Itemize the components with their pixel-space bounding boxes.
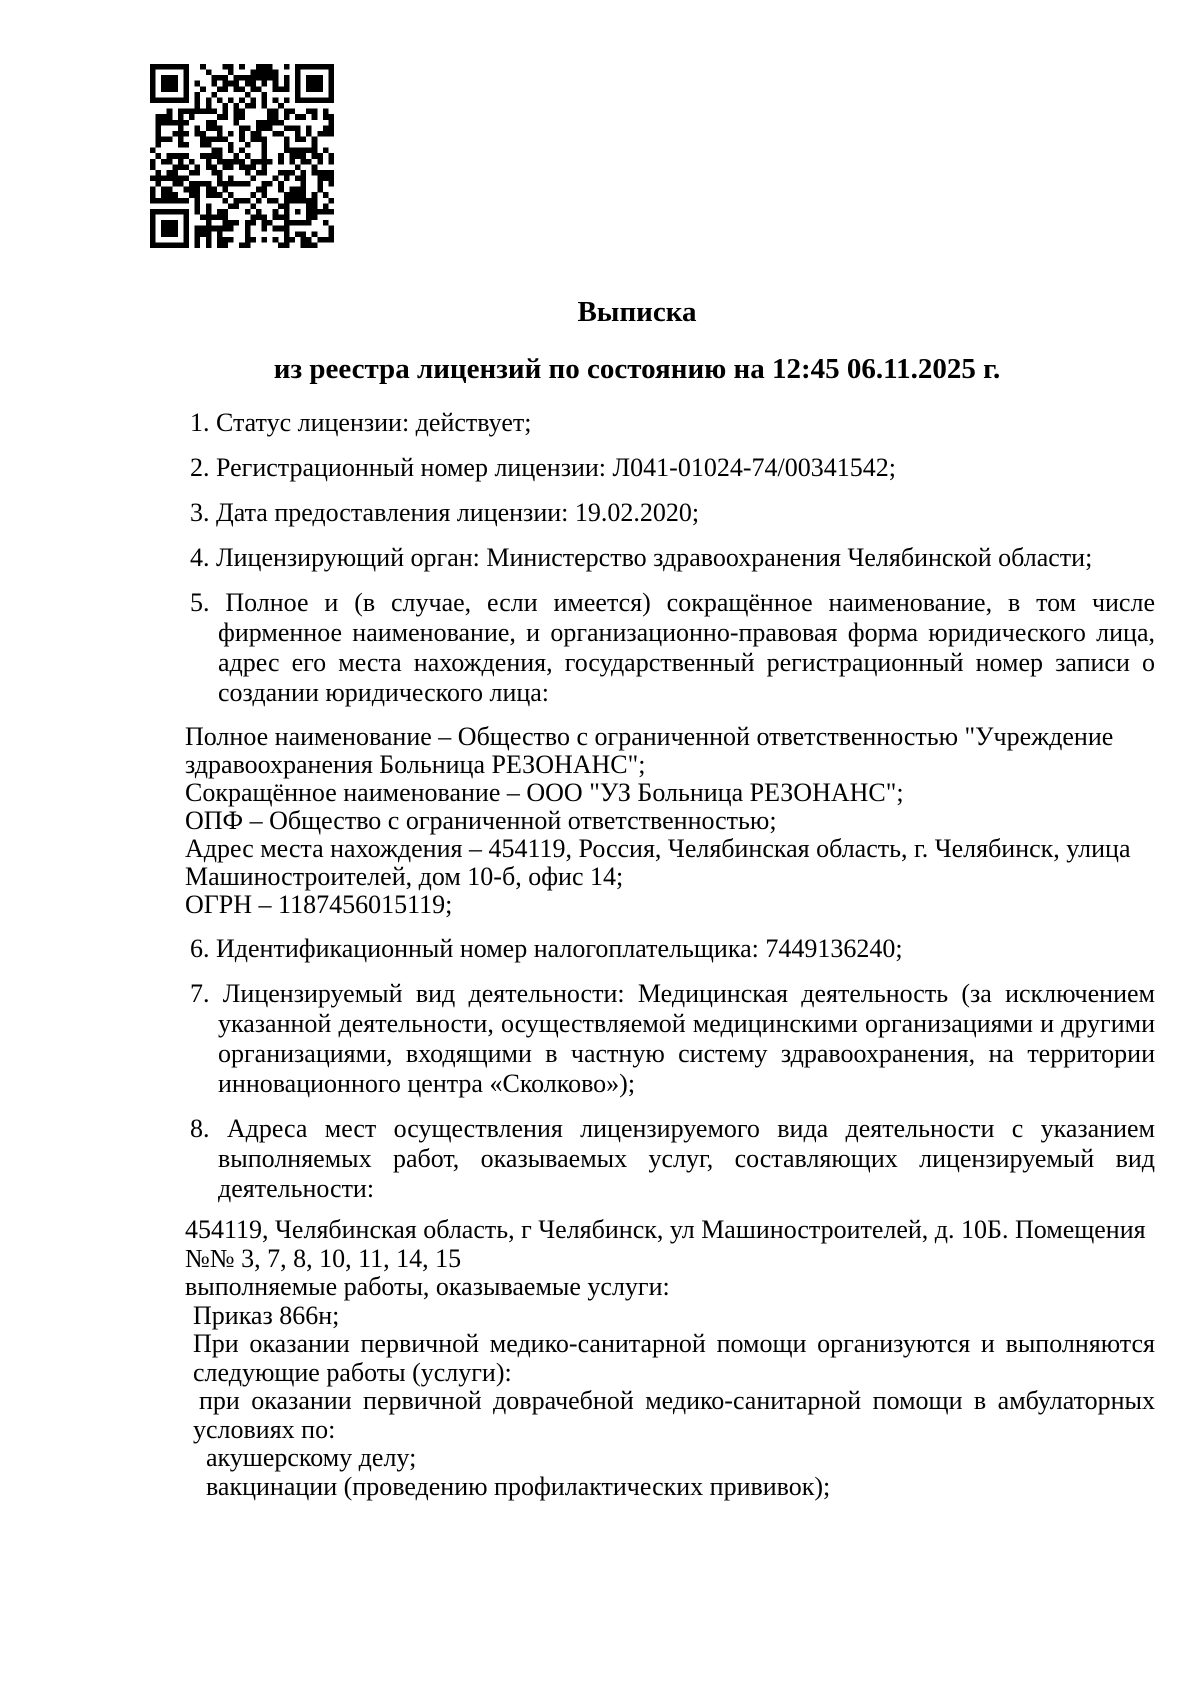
org-detail-line: Адрес места нахождения – 454119, Россия, Челябинская область, г. Челябинск, улица Машиностроителей, дом 10-б, офис 14;: [185, 834, 1131, 891]
document-body: [185, 408, 1155, 1501]
license-item-1: 1. Статус лицензии: действует;: [190, 408, 532, 437]
license-item-4: 4. Лицензирующий орган: Министерство здравоохранения Челябинской области;: [190, 543, 1093, 572]
activity-line: №№ 3, 7, 8, 10, 11, 14, 15: [185, 1243, 462, 1273]
document-title: Выписка: [577, 296, 697, 328]
qr-code: [150, 64, 334, 248]
org-detail-line: ОПФ – Общество с ограниченной ответственностью;: [185, 806, 777, 835]
item-number: 3.: [190, 498, 210, 527]
item-number: 8.: [190, 1114, 210, 1143]
license-item-5: 5. Полное и (в случае, если имеется) сокращённое наименование, в том числе фирменное наименование, и организационно-правовая форма юридического лица, адрес его места нахождения, государственный регистрационный номер записи о создании юридического лица:: [190, 588, 1155, 707]
org-detail-line: Полное наименование – Общество с ограниченной ответственностью "Учреждение здравоохранения Больница РЕЗОНАНС";: [185, 722, 1114, 779]
item-number: 1.: [190, 408, 210, 437]
org-detail-line: ОГРН – 1187456015119;: [185, 890, 453, 919]
license-item-7: 7. Лицензируемый вид деятельности: Медицинская деятельность (за исключением указанной деятельности, осуществляемой медицинскими организациями и другими организациями, входящими в частную систему здравоохранения, на территории инновационного центра «Сколково»);: [190, 979, 1155, 1098]
document-subtitle: из реестра лицензий по состоянию на 12:45 06.11.2025 г.: [273, 353, 1001, 385]
item-number: 2.: [190, 453, 210, 482]
item-number: 6.: [190, 934, 210, 963]
org-details: [185, 723, 1155, 919]
license-item-6: 6. Идентификационный номер налогоплательщика: 7449136240;: [190, 934, 903, 963]
activity-line: акушерскому делу;: [206, 1443, 417, 1472]
item-number: 7.: [190, 979, 210, 1008]
org-detail-line: Сокращённое наименование – ООО "УЗ Больница РЕЗОНАНС";: [185, 778, 904, 807]
activity-address-block: [185, 1216, 1155, 1501]
license-item-8: 8. Адреса мест осуществления лицензируемого вида деятельности с указанием выполняемых работ, оказываемых услуг, составляющих лицензируемый вид деятельности:: [190, 1114, 1155, 1203]
item-number: 5.: [190, 588, 210, 617]
activity-line: вакцинации (проведению профилактических прививок);: [206, 1471, 831, 1501]
activity-line: При оказании первичной медико-санитарной помощи организуются и выполняются следующие работы (услуги):: [193, 1329, 1155, 1387]
qr-pattern: [150, 64, 334, 248]
license-item-3: 3. Дата предоставления лицензии: 19.02.2020;: [190, 498, 700, 527]
activity-line: выполняемые работы, оказываемые услуги:: [185, 1272, 670, 1301]
activity-line: Приказ 866н;: [193, 1300, 340, 1330]
activity-line: при оказании первичной доврачебной медико-санитарной помощи в амбулаторных условиях по:: [193, 1386, 1155, 1444]
item-number: 4.: [190, 543, 210, 572]
document-content: [185, 295, 1155, 1501]
license-item-2: 2. Регистрационный номер лицензии: Л041-01024-74/00341542;: [190, 453, 896, 482]
activity-line: 454119, Челябинская область, г Челябинск, ул Машиностроителей, д. 10Б. Помещения: [185, 1215, 1146, 1244]
